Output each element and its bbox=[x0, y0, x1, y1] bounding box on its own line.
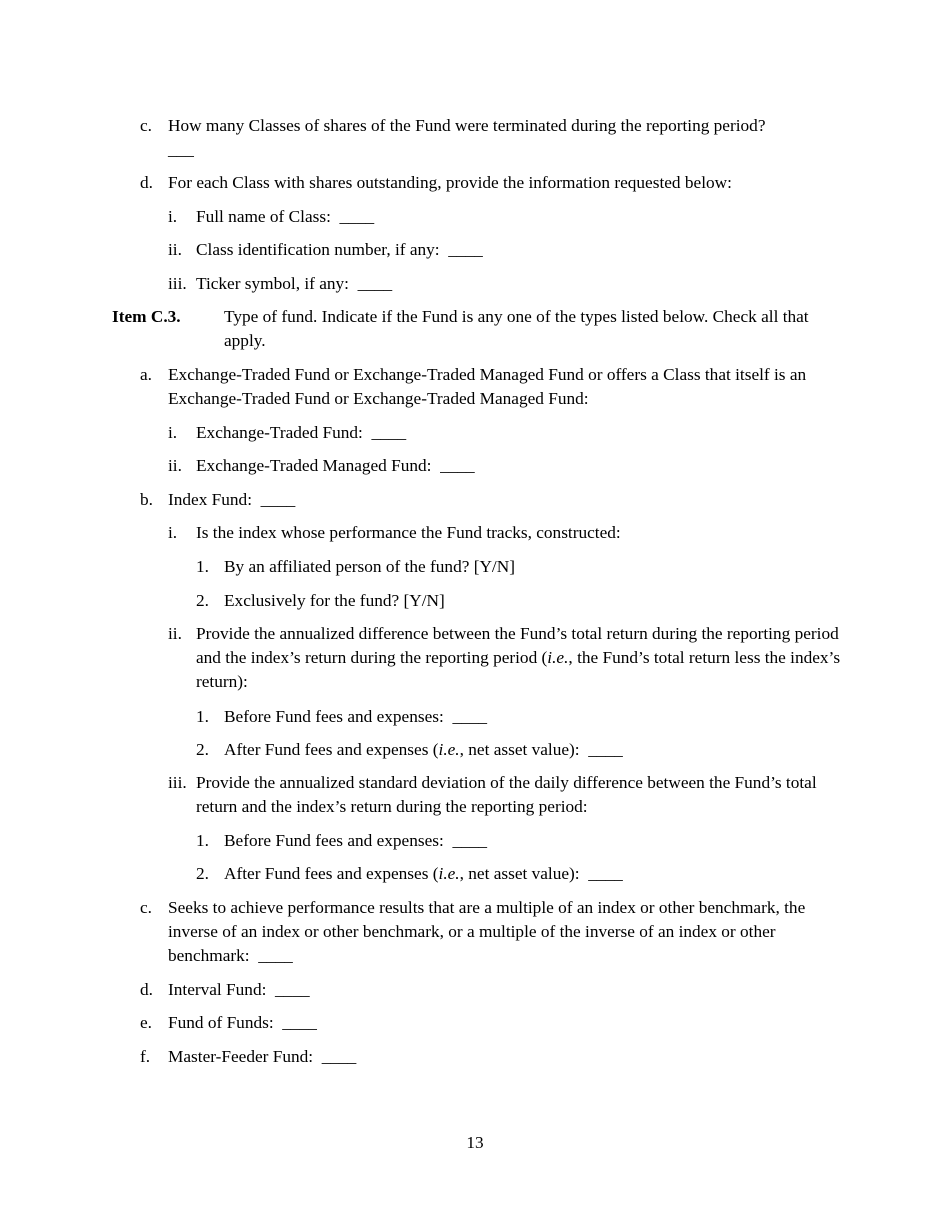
item-label: 2. bbox=[196, 591, 209, 610]
answer-blank[interactable]: ____ bbox=[282, 1013, 317, 1032]
answer-blank[interactable]: ____ bbox=[275, 980, 310, 999]
item-text: Type of fund. Indicate if the Fund is any one of the types listed below. Check all that apply. bbox=[224, 307, 809, 350]
item-label: a. bbox=[140, 365, 152, 384]
page-number: 13 bbox=[466, 1133, 484, 1152]
answer-blank[interactable]: ____ bbox=[452, 707, 487, 726]
item-label: d. bbox=[140, 980, 153, 999]
item-text: Full name of Class: ____ bbox=[196, 207, 375, 226]
item-text: Provide the annualized difference between the Fund’s total return during the reporting period and the index’s return during the reporting period (i.e., the Fund’s total return less the index’s return): bbox=[196, 624, 841, 691]
item-text: Index Fund: ____ bbox=[168, 490, 296, 509]
item-label: f. bbox=[140, 1047, 151, 1066]
item-label: 1. bbox=[196, 831, 209, 850]
item-text: Is the index whose performance the Fund tracks, constructed: bbox=[196, 523, 621, 542]
answer-blank[interactable]: ____ bbox=[357, 274, 393, 293]
item-text: How many Classes of shares of the Fund were terminated during the reporting period? ___ bbox=[168, 116, 766, 159]
item-text: Seeks to achieve performance results that are a multiple of an index or other benchmark, the inverse of an index or other benchmark, or a multiple of the inverse of an index or other benchmark: ____ bbox=[168, 898, 806, 965]
answer-blank[interactable]: ____ bbox=[339, 207, 375, 226]
item-label: 2. bbox=[196, 740, 209, 759]
item-label: e. bbox=[140, 1013, 152, 1032]
item-label: ii. bbox=[168, 240, 182, 259]
item-text: Class identification number, if any: ____ bbox=[196, 240, 483, 259]
answer-blank[interactable]: ____ bbox=[448, 240, 483, 259]
item-label: ii. bbox=[168, 456, 182, 475]
item-text: Master-Feeder Fund: ____ bbox=[168, 1047, 357, 1066]
item-text: By an affiliated person of the fund? [Y/N] bbox=[224, 557, 515, 576]
answer-blank[interactable]: ____ bbox=[258, 946, 293, 965]
item-text: Before Fund fees and expenses: ____ bbox=[224, 831, 487, 850]
item-text: Interval Fund: ____ bbox=[168, 980, 310, 999]
item-label: 2. bbox=[196, 864, 209, 883]
item-text: Exchange-Traded Fund: ____ bbox=[196, 423, 407, 442]
item-label: c. bbox=[140, 116, 152, 135]
answer-blank[interactable]: ____ bbox=[321, 1047, 357, 1066]
item-text: Ticker symbol, if any: ____ bbox=[196, 274, 393, 293]
item-label: iii. bbox=[168, 274, 187, 293]
item-label: 1. bbox=[196, 707, 209, 726]
item-label: c. bbox=[140, 898, 152, 917]
item-text: Exchange-Traded Managed Fund: ____ bbox=[196, 456, 475, 475]
answer-blank[interactable]: ____ bbox=[371, 423, 407, 442]
item-text: After Fund fees and expenses (i.e., net asset value): ____ bbox=[224, 740, 623, 759]
item-label: i. bbox=[168, 207, 178, 226]
answer-blank[interactable]: ____ bbox=[452, 831, 487, 850]
item-text: Fund of Funds: ____ bbox=[168, 1013, 317, 1032]
item-text: For each Class with shares outstanding, provide the information requested below: bbox=[168, 173, 732, 192]
answer-blank[interactable]: ___ bbox=[168, 140, 194, 159]
item-label: ii. bbox=[168, 624, 182, 643]
item-text: Before Fund fees and expenses: ____ bbox=[224, 707, 487, 726]
item-label: i. bbox=[168, 423, 178, 442]
item-label: iii. bbox=[168, 773, 187, 792]
item-text: Exclusively for the fund? [Y/N] bbox=[224, 591, 445, 610]
item-text: After Fund fees and expenses (i.e., net asset value): ____ bbox=[224, 864, 623, 883]
answer-blank[interactable]: ____ bbox=[588, 740, 623, 759]
item-label: d. bbox=[140, 173, 153, 192]
item-number: Item C.3. bbox=[112, 307, 181, 326]
item-label: i. bbox=[168, 523, 178, 542]
item-text: Provide the annualized standard deviation of the daily difference between the Fund’s total return and the index’s return during the reporting period: bbox=[196, 773, 817, 816]
item-label: b. bbox=[140, 490, 153, 509]
item-text: Exchange-Traded Fund or Exchange-Traded Managed Fund or offers a Class that itself is an Exchange-Traded Fund or Exchange-Traded Managed Fund: bbox=[168, 365, 807, 408]
item-label: 1. bbox=[196, 557, 209, 576]
answer-blank[interactable]: ____ bbox=[260, 490, 296, 509]
answer-blank[interactable]: ____ bbox=[440, 456, 475, 475]
answer-blank[interactable]: ____ bbox=[588, 864, 623, 883]
